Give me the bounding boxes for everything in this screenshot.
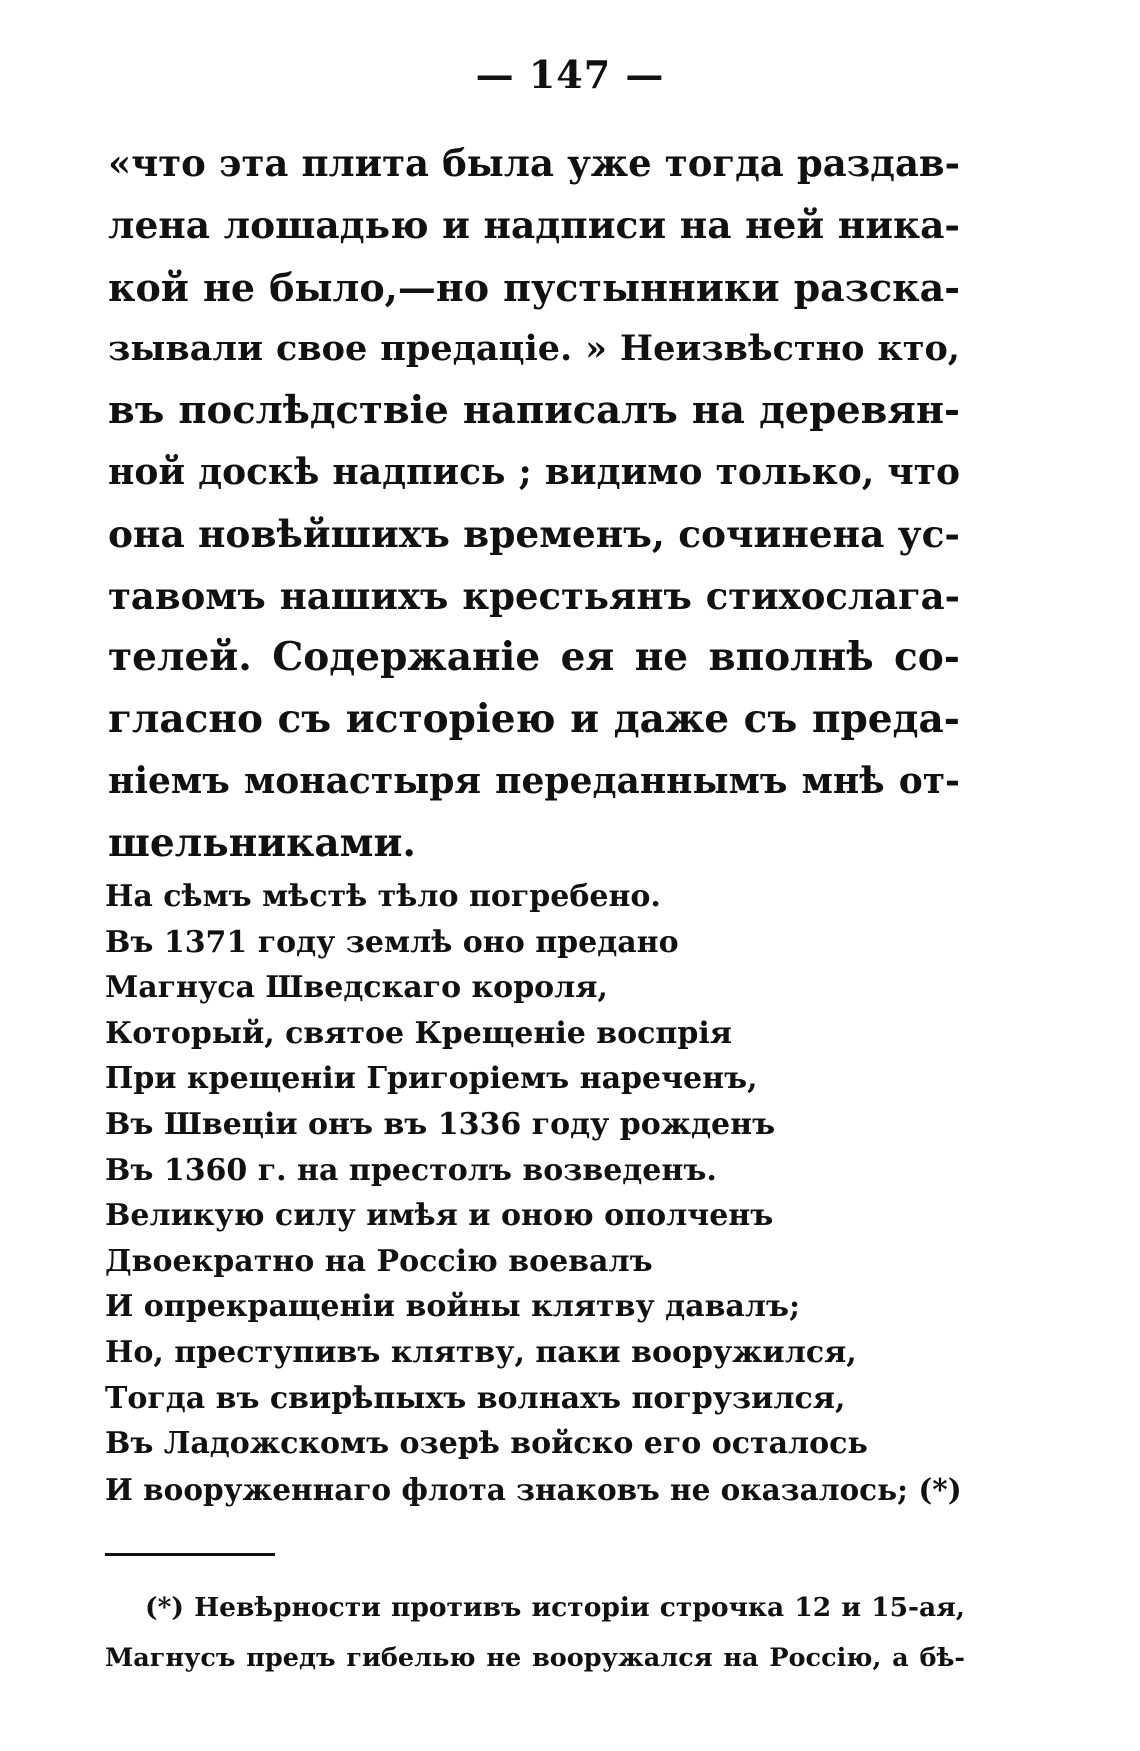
main-text xyxy=(108,133,960,875)
poem-line: Магнуса Шведскаго короля, xyxy=(105,970,608,1006)
footnote xyxy=(105,1583,965,1683)
footnote-line: (*) Невѣрности противъ исторіи строчка 12 и 15-ая, xyxy=(145,1592,965,1623)
main-text-line: въ послѣдствіе написалъ на деревян- xyxy=(108,388,960,434)
poem-line: Въ 1360 г. на престолъ возведенъ. xyxy=(105,1152,717,1188)
poem-line: Который, святое Крещеніе воспрія xyxy=(105,1015,732,1051)
main-text-line: кой не было,—но пустынники разска- xyxy=(108,264,960,310)
poem-line: Въ Ладожскомъ озерѣ войско его осталось xyxy=(105,1426,868,1462)
poem-line: Въ 1371 году землѣ оно предано xyxy=(105,924,679,960)
main-text-line: ной доскѣ надпись ; видимо только, что xyxy=(108,450,960,493)
main-text-line: гласно съ исторіею и даже съ преда- xyxy=(108,696,960,743)
poem-line: Но, преступивъ клятву, паки вооружился, xyxy=(105,1334,857,1370)
poem-line: На сѣмъ мѣстѣ тѣло погребено. xyxy=(105,879,661,914)
main-text-line: шельниками. xyxy=(108,819,416,866)
poem-line: Двоекратно на Россію воевалъ xyxy=(105,1243,653,1279)
footnote-line: Магнусъ предъ гибелью не вооружался на Россію, а бѣ- xyxy=(105,1643,965,1673)
main-text-line: она новѣйшихъ временъ, сочинена ус- xyxy=(108,511,960,556)
main-text-line: зывали свое предаціе. » Неизвѣстно кто, xyxy=(108,328,960,370)
main-text-line: «что эта плита была уже тогда раздав- xyxy=(108,141,960,185)
poem-line: И вооруженнаго флота знаковъ не оказалось; (*) xyxy=(105,1471,962,1507)
poem-line: И опрекращеніи войны клятву давалъ; xyxy=(105,1289,801,1325)
page-number: — 147 — xyxy=(475,52,665,97)
poem-line: Въ Швеціи онъ въ 1336 году рожденъ xyxy=(105,1106,776,1142)
footnote-divider xyxy=(105,1553,275,1556)
main-text-line: лена лошадью и надписи на ней ника- xyxy=(108,202,960,247)
poem-line: При крещеніи Григоріемъ нареченъ, xyxy=(105,1061,758,1097)
poem-line: Великую силу имѣя и оною ополченъ xyxy=(105,1198,774,1234)
epitaph-poem xyxy=(105,874,965,1512)
main-text-line: ніемъ монастыря переданнымъ мнѣ от- xyxy=(108,759,960,802)
main-text-line: телей. Содержаніе ея не вполнѣ со- xyxy=(108,634,960,681)
main-text-line: тавомъ нашихъ крестьянъ стихослага- xyxy=(108,573,960,618)
poem-line: Тогда въ свирѣпыхъ волнахъ погрузился, xyxy=(105,1380,846,1416)
